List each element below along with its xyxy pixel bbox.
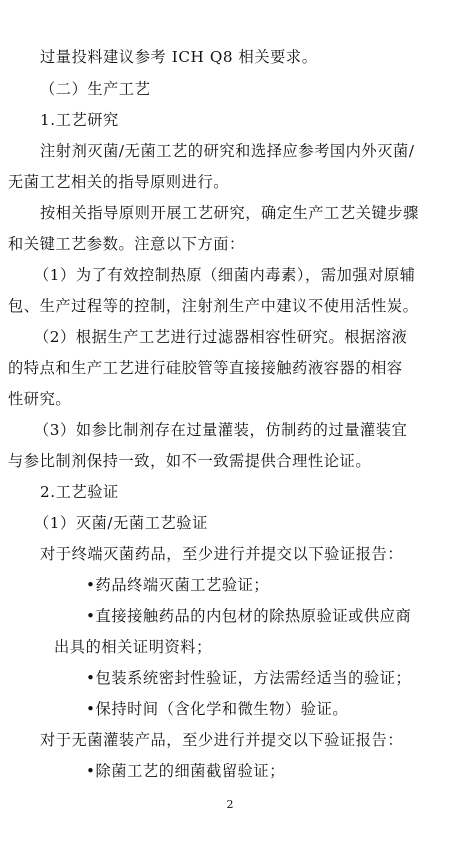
text-line: 包、生产过程等的控制，注射剂生产中建议不使用活性炭。: [8, 297, 419, 315]
text-line: 与参比制剂保持一致，如不一致需提供合理性论证。: [8, 452, 372, 470]
text-line: （3）如参比制剂存在过量灌装，仿制药的过量灌装宜: [34, 421, 408, 439]
text-line: 过量投料建议参考 ICH Q8 相关要求。: [40, 48, 318, 66]
text-line: 无菌工艺相关的指导原则进行。: [8, 173, 230, 191]
subsection-heading: 2.工艺验证: [40, 483, 119, 501]
bullet-item: •保持时间（含化学和微生物）验证。: [86, 700, 349, 718]
text-line: 的特点和生产工艺进行硅胶管等直接接触药液容器的相容: [8, 359, 403, 377]
text-line: 对于无菌灌装产品，至少进行并提交以下验证报告：: [40, 731, 404, 749]
text-line: （1）为了有效控制热原（细菌内毒素），需加强对原辅: [34, 266, 416, 284]
subsection-heading: 1.工艺研究: [40, 111, 119, 129]
page-number: 2: [226, 798, 234, 811]
text-line: （2）根据生产工艺进行过滤器相容性研究。根据溶液: [34, 328, 408, 346]
bullet-item: •药品终端灭菌工艺验证；: [86, 576, 270, 594]
text-line: 性研究。: [8, 390, 72, 408]
text-line: 按相关指导原则开展工艺研究，确定生产工艺关键步骤: [40, 204, 419, 222]
section-heading: （二）生产工艺: [40, 80, 151, 98]
bullet-item: •直接接触药品的内包材的除热原验证或供应商: [86, 607, 412, 625]
bullet-item: •包装系统密封性验证，方法需经适当的验证；: [86, 669, 412, 687]
bullet-item: •除菌工艺的细菌截留验证；: [86, 762, 286, 780]
text-line: 注射剂灭菌/无菌工艺的研究和选择应参考国内外灭菌/: [40, 142, 415, 160]
text-line: 对于终端灭菌药品，至少进行并提交以下验证报告：: [40, 545, 404, 563]
text-line: 和关键工艺参数。注意以下方面：: [8, 235, 245, 253]
text-line: 出具的相关证明资料；: [54, 638, 212, 656]
text-line: （1）灭菌/无菌工艺验证: [34, 514, 208, 532]
